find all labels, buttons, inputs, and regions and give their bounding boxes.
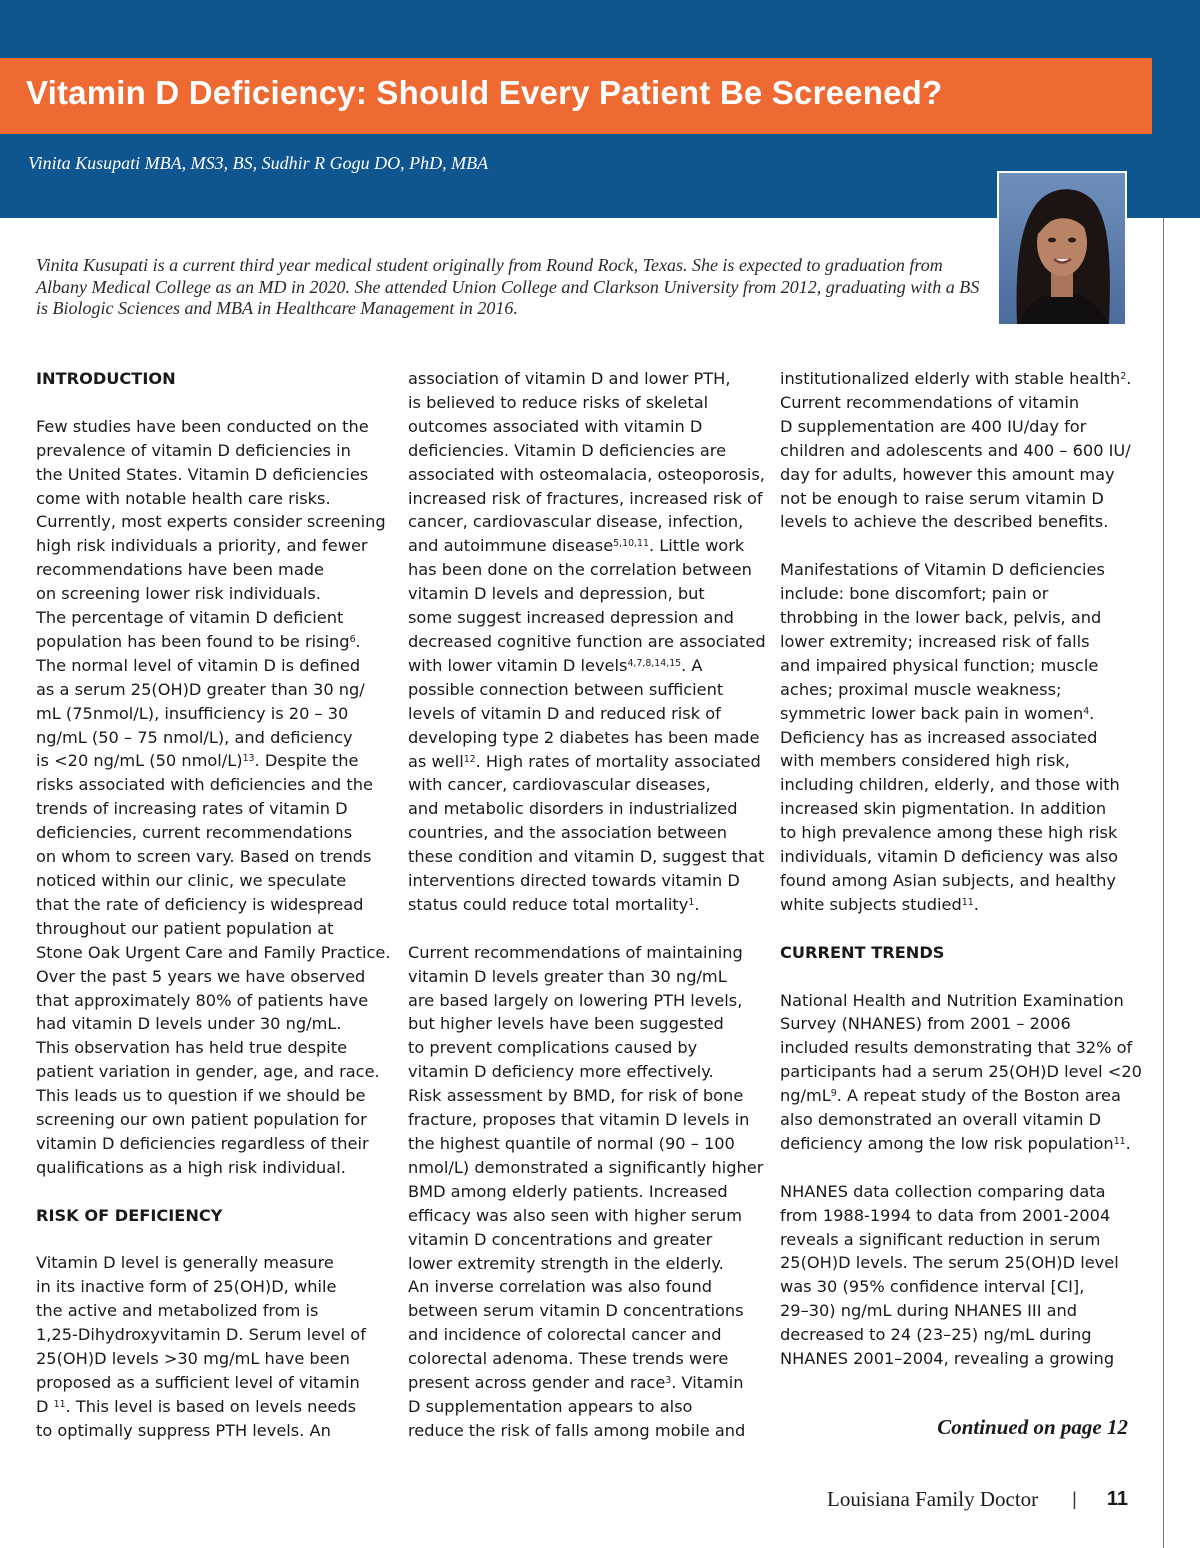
body-column-1 (36, 367, 396, 1443)
section-heading-risk: RISK OF DEFICIENCY (36, 1205, 223, 1225)
author-photo (997, 171, 1127, 326)
author-bio: Vinita Kusupati is a current third year medical student originally from Round Rock, Texas. She is expected to graduation from Albany Medical College as an MD in 2020. She attended Union College and Clarkson University from 2012, graduating with a BS is Biologic Sciences and MBA in Healthcare Management in 2016. (36, 255, 980, 318)
body-column-3 (780, 367, 1142, 1371)
footer-separator: | (1072, 1489, 1077, 1509)
paragraph: association of vitamin D and lower PTH, is believed to reduce risks of skeletal outcomes associated with vitamin D deficiencies. Vitamin D deficiencies are associated with osteomalacia, osteoporosis, increased risk of fractures, increased risk of cancer, cardiovascular disease, infection, and autoimmune disease$^{5,10,11}$. Little work has been done on the correlation between vitamin D levels and depression, but some suggest increased depression and decreased cognitive function are associated with lower vitamin D levels$^{4,7,8,14,15}$. A possible connection between sufficient levels of vitamin D and reduced risk of developing type 2 diabetes has been made as well$^{12}$. High rates of mortality associated with cancer, cardiovascular diseases, and metabolic disorders in industrialized countries, and the association between these condition and vitamin D, suggest that interventions directed towards vitamin D status could reduce total mortality$^1$. (408, 369, 766, 914)
section-heading-current-trends: CURRENT TRENDS (780, 942, 945, 962)
author-portrait-image (999, 173, 1125, 324)
paragraph: Manifestations of Vitamin D deficiencies include: bone discomfort; pain or throbbing in the lower back, pelvis, and lower extremity; increased risk of falls and impaired physical function; muscle aches; proximal muscle weakness; symmetric lower back pain in women$^4$. Deficiency has as increased associated with members considered high risk, including children, elderly, and those with increased skin pigmentation. In addition to high prevalence among these high risk individuals, vitamin D deficiency was also found among Asian subjects, and healthy white subjects studied$^{11}$. (780, 560, 1120, 914)
journal-name: Louisiana Family Doctor (827, 1487, 1039, 1511)
article-title: Vitamin D Deficiency: Should Every Patient Be Screened? (26, 74, 943, 111)
continued-note: Continued on page 12 (937, 1415, 1128, 1439)
paragraph: Current recommendations of maintaining vitamin D levels greater than 30 ng/mL are based largely on lowering PTH levels, but higher levels have been suggested to prevent complications caused by vitamin D deficiency more effectively. Risk assessment by BMD, for risk of bone fracture, proposes that vitamin D levels in the highest quantile of normal (90 – 100 nmol/L) demonstrated a significantly higher BMD among elderly patients. Increased efficacy was also seen with higher serum vitamin D concentrations and greater lower extremity strength in the elderly. An inverse correlation was also found between serum vitamin D concentrations and incidence of colorectal cancer and colorectal adenoma. These trends were present across gender and race$^3$. Vitamin D supplementation appears to also reduce the risk of falls among mobile and (408, 942, 764, 1440)
paragraph: institutionalized elderly with stable health$^2$. Current recommendations of vitamin D supplementation are 400 IU/day for children and adolescents and 400 – 600 IU/ day for adults, however this amount may not be enough to raise serum vitamin D levels to achieve the described benefits. (780, 369, 1132, 532)
page-footer (827, 1487, 1128, 1512)
right-margin-rule (1163, 218, 1164, 1548)
page-number: 11 (1106, 1488, 1128, 1510)
paragraph: Few studies have been conducted on the prevalence of vitamin D deficiencies in the United States. Vitamin D deficiencies come with notable health care risks. Currently, most experts consider screening high risk individuals a priority, and fewer recommendations have been made on screening lower risk individuals. The percentage of vitamin D deficient population has been found to be rising$^6$. The normal level of vitamin D is defined as a serum 25(OH)D greater than 30 ng/ mL (75nmol/L), insufficiency is 20 – 30 ng/mL (50 – 75 nmol/L), and deficiency is <20 ng/mL (50 nmol/L)$^{13}$. Despite the risks associated with deficiencies and the trends of increasing rates of vitamin D deficiencies, current recommendations on whom to screen vary. Based on trends noticed within our clinic, we speculate that the rate of deficiency is widespread throughout our patient population at Stone Oak Urgent Care and Family Practice. Over the past 5 years we have observed that approximately 80% of patients have had vitamin D levels under 30 ng/mL. This observation has held true despite patient variation in gender, age, and race. This leads us to question if we should be screening our own patient population for vitamin D deficiencies regardless of their qualifications as a high risk individual. (36, 416, 391, 1177)
paragraph: NHANES data collection comparing data from 1988-1994 to data from 2001-2004 reveals a significant reduction in serum 25(OH)D levels. The serum 25(OH)D level was 30 (95% confidence interval [CI], 29–30) ng/mL during NHANES III and decreased to 24 (23–25) ng/mL during NHANES 2001–2004, revealing a growing (780, 1181, 1119, 1369)
paragraph: Vitamin D level is generally measure in its inactive form of 25(OH)D, while the active and metabolized from is 1,25-Dihydroxyvitamin D. Serum level of 25(OH)D levels >30 mg/mL have been proposed as a sufficient level of vitamin D $^{11}$. This level is based on levels needs to optimally suppress PTH levels. An (36, 1253, 366, 1440)
article-authors: Vinita Kusupati MBA, MS3, BS, Sudhir R Gogu DO, PhD, MBA (28, 153, 489, 173)
paragraph: National Health and Nutrition Examination Survey (NHANES) from 2001 – 2006 included results demonstrating that 32% of participants had a serum 25(OH)D level <20 $ng/mL^9$. A repeat study of the Boston area also demonstrated an overall vitamin D deficiency among the low risk population$^{11}$. (780, 990, 1142, 1153)
body-column-2 (408, 367, 770, 1443)
section-heading-introduction: INTRODUCTION (36, 369, 176, 388)
